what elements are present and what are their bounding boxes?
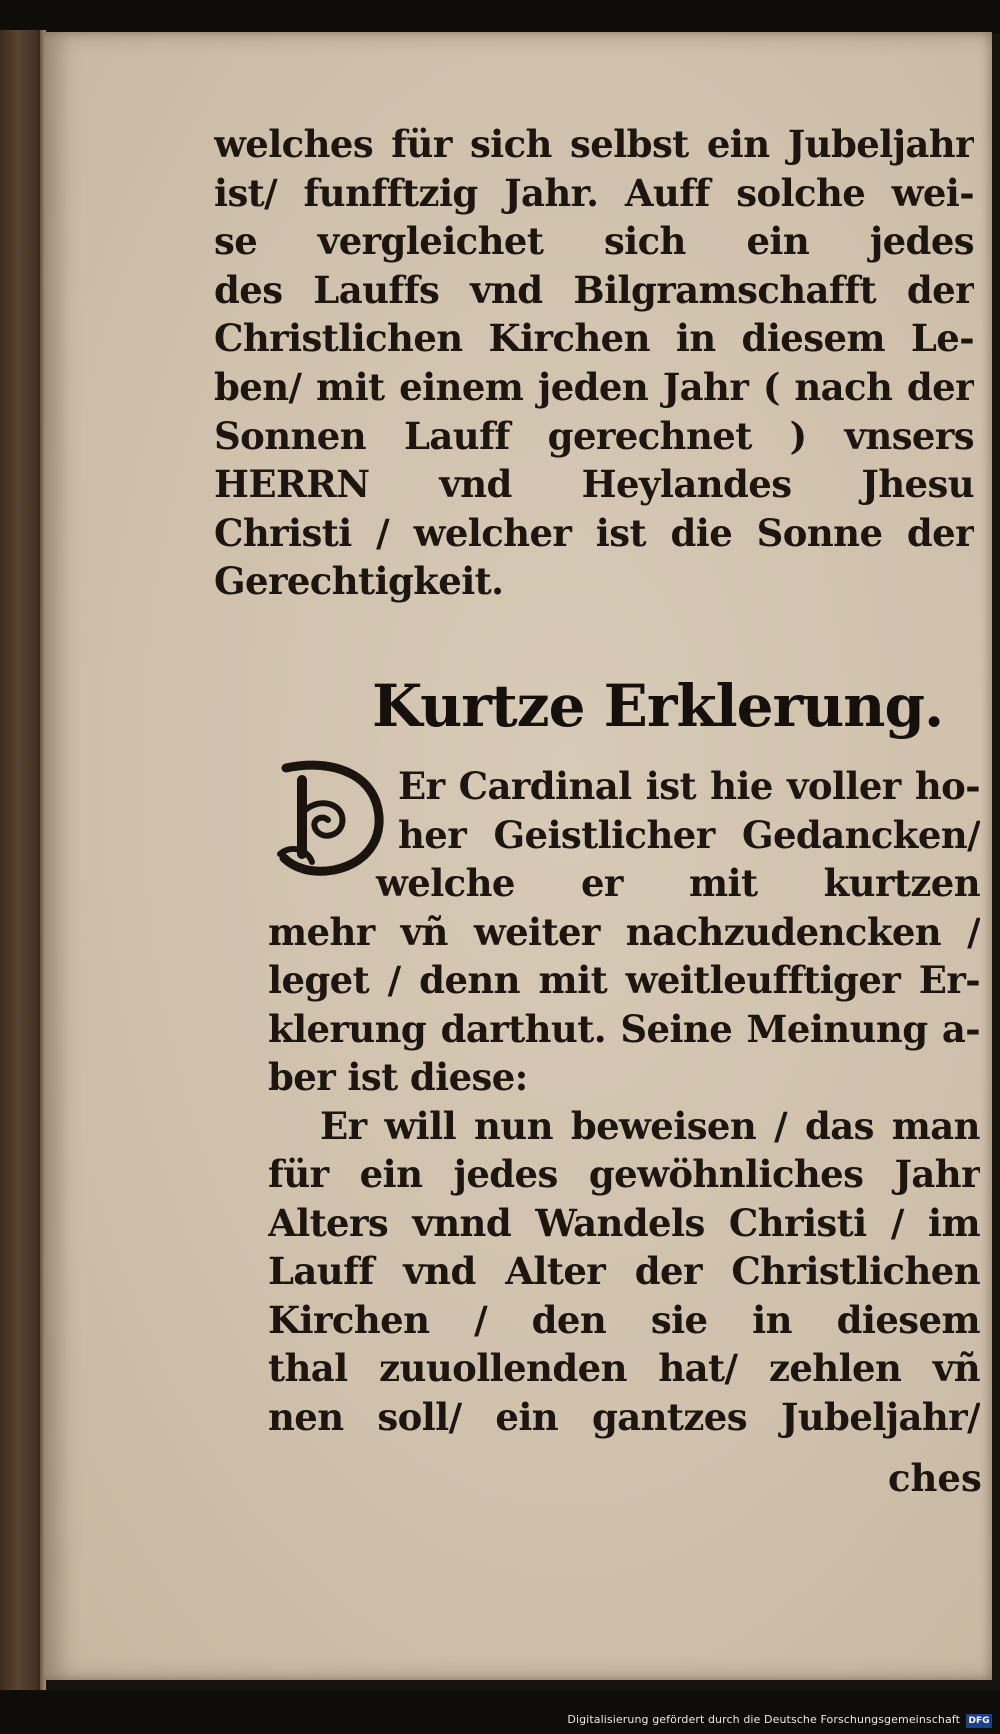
text-line: nen soll/ ein gantzes Jubeljahr/ [268,1394,980,1439]
dfg-logo-icon: DFG [966,1714,992,1728]
paragraph-two-opening [398,762,980,859]
catchword: ches [888,1456,982,1500]
text-line: Gerechtigkeit. [214,559,504,604]
scan-top-border [0,0,1000,34]
text-line: ben/ mit einem jeden Jahr ( nach der [214,364,974,409]
text-line: her Geistlicher Gedancken/ [398,812,980,857]
text-line: Sonnen Lauff gerechnet ) vnsers [214,413,974,458]
text-line: Lauff vnd Alter der Christlichen [268,1249,980,1293]
scan-bottom-border [0,1690,1000,1734]
text-line: mehr vñ weiter nachzudencken / [268,909,980,954]
text-line: Christi / welcher ist die Sonne der [214,510,974,555]
text-line: Er will nun beweisen / das man [320,1103,980,1148]
text-line: welches für sich selbst ein Jubeljahr [214,122,974,166]
paragraph-two [268,859,980,1441]
text-line: Christlichen Kirchen in diesem Le- [214,316,974,361]
text-line: ber ist diese: [268,1055,528,1099]
text-line: HERRN vnd Heylandes Jhesu [214,462,974,507]
text-line: se vergleichet sich ein jedes [214,219,974,264]
book-spine [0,30,44,1690]
text-line: leget / denn mit weitleufftiger Er- [268,958,980,1002]
text-line: Er Cardinal ist hie voller ho- [398,764,980,808]
section-heading: Kurtze Erklerung. [372,672,944,740]
digitization-credit: Digitalisierung gefördert durch die Deutsche Forschungsgemeinschaft [567,1713,960,1726]
text-line: ist/ funfftzig Jahr. Auff solche wei- [214,170,974,215]
text-line: Alters vnnd Wandels Christi / im [268,1200,980,1245]
text-line: klerung darthut. Seine Meinung a- [268,1006,980,1051]
text-line: thal zuuollenden hat/ zehlen vñ [268,1346,980,1390]
text-line: Kirchen / den sie in diesem [268,1297,980,1342]
text-line: für ein jedes gewöhnliches Jahr [268,1152,980,1196]
text-line: welche er mit kurtzen [376,861,980,905]
paragraph-top [214,120,974,606]
text-line: des Lauffs vnd Bilgramschafft der [214,267,974,312]
